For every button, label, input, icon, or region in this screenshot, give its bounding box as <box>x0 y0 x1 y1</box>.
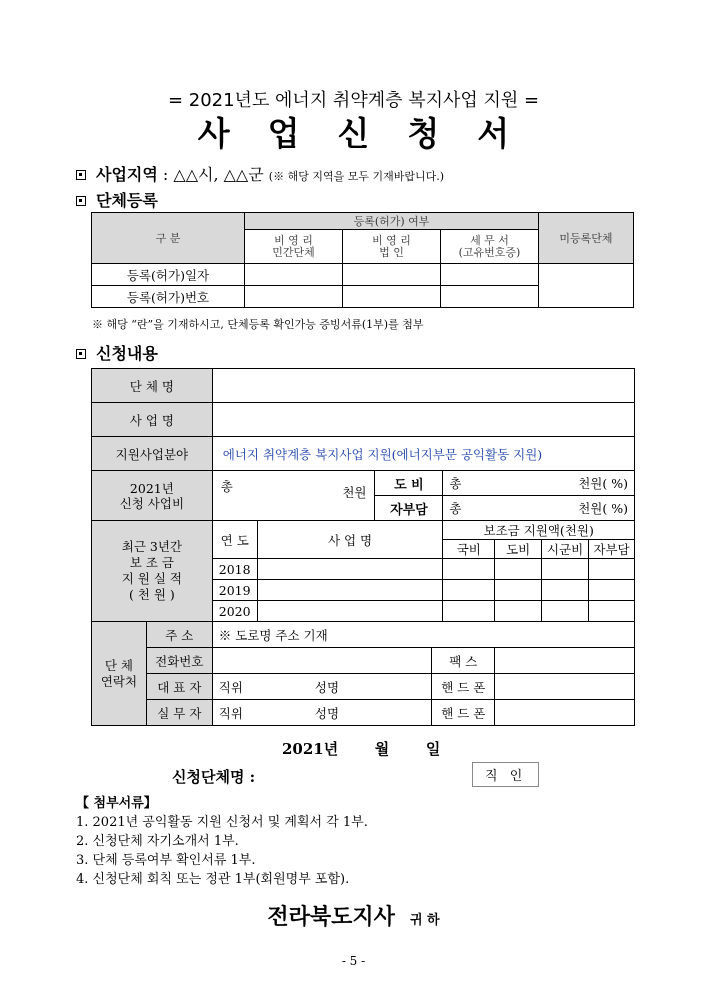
history-cell[interactable] <box>495 580 542 601</box>
org-name-field[interactable] <box>212 369 634 403</box>
history-cell[interactable] <box>589 601 635 622</box>
cell-date-corp[interactable] <box>343 264 441 286</box>
application-heading: 신청내용 <box>76 341 158 364</box>
year-2019: 2019 <box>212 580 257 601</box>
history-cell[interactable] <box>495 559 542 580</box>
col-tax: 세 무 서 (고유번호증) <box>441 230 539 264</box>
address-field[interactable]: ※ 도로명 주소 기재 <box>212 622 634 648</box>
year-2020: 2020 <box>212 601 257 622</box>
staff-mobile-label: 핸 드 폰 <box>432 700 495 726</box>
attachment-item: 3. 단체 등록여부 확인서류 1부. <box>76 853 256 868</box>
rep-mobile-label: 핸 드 폰 <box>432 674 495 700</box>
history-cell[interactable] <box>257 580 443 601</box>
square-bullet-icon <box>76 196 86 206</box>
rep-mobile-field[interactable] <box>495 674 635 700</box>
year-col: 연 도 <box>212 521 257 559</box>
rep-label: 대 표 자 <box>146 674 212 700</box>
national-col: 국비 <box>443 540 495 559</box>
history-cell[interactable] <box>542 580 589 601</box>
attachments-heading: 【 첨부서류】 <box>76 796 157 811</box>
col-unregistered: 미등록단체 <box>539 213 634 264</box>
staff-mobile-field[interactable] <box>495 700 635 726</box>
project-name-label: 사 업 명 <box>92 403 213 437</box>
addressee: 전라북도지사 <box>267 904 395 930</box>
attachments <box>76 794 368 889</box>
application-table <box>91 368 635 726</box>
city-col: 시군비 <box>542 540 589 559</box>
cell-number-corp[interactable] <box>343 286 441 308</box>
staff-label: 실 무 자 <box>146 700 212 726</box>
history-cell[interactable] <box>589 559 635 580</box>
square-bullet-icon <box>76 349 86 359</box>
history-cell[interactable] <box>542 601 589 622</box>
date-line: 2021년 월 일 <box>282 740 441 758</box>
col-corp: 비 영 리 법 인 <box>343 230 441 264</box>
phone-field[interactable] <box>212 648 432 674</box>
cell-number-tax[interactable] <box>441 286 539 308</box>
col-group: 등록(허가) 여부 <box>245 213 539 230</box>
row-date-label: 등록(허가)일자 <box>92 264 245 286</box>
history-cell[interactable] <box>257 559 443 580</box>
province-amount[interactable]: 총 천원( %) <box>443 471 635 496</box>
address-label: 주 소 <box>146 622 212 648</box>
cell-unregistered[interactable] <box>539 264 634 308</box>
row-number-label: 등록(허가)번호 <box>92 286 245 308</box>
project-name-field[interactable] <box>212 403 634 437</box>
history-cell[interactable] <box>443 580 495 601</box>
page-number: - 5 - <box>341 954 366 968</box>
attachment-item: 2. 신청단체 자기소개서 1부. <box>76 834 239 849</box>
col-nonprofit: 비 영 리 민간단체 <box>245 230 343 264</box>
contact-label: 단 체 연락처 <box>92 622 147 726</box>
history-cell[interactable] <box>542 559 589 580</box>
applicant-label: 신청단체명 : <box>172 768 256 786</box>
field-label: 지원사업분야 <box>92 437 213 471</box>
year-2018: 2018 <box>212 559 257 580</box>
cell-date-tax[interactable] <box>441 264 539 286</box>
cell-number-nonprofit[interactable] <box>245 286 343 308</box>
col-category: 구 분 <box>92 213 245 264</box>
registration-heading: 단체등록 <box>76 188 158 211</box>
budget-label: 2021년 신청 사업비 <box>92 471 213 521</box>
honorific: 귀 하 <box>409 913 440 928</box>
history-cell[interactable] <box>443 601 495 622</box>
attachment-item: 4. 신청단체 회칙 또는 정관 1부(회원명부 포함). <box>76 872 350 887</box>
region-line: 사업지역 : △△시, △△군 (※ 해당 지역을 모두 기재바랍니다.) <box>76 162 444 185</box>
phone-label: 전화번호 <box>146 648 212 674</box>
subsidy-col: 보조금 지원액(천원) <box>443 521 635 540</box>
history-label: 최근 3년간 보 조 금 지 원 실 적 ( 천 원 ) <box>92 521 213 622</box>
field-value: 에너지 취약계층 복지사업 지원(에너지부문 공익활동 지원) <box>212 437 634 471</box>
registration-note: ※ 해당 “란”을 기재하시고, 단체등록 확인가능 증빙서류(1부)를 첨부 <box>92 318 424 331</box>
history-cell[interactable] <box>257 601 443 622</box>
fax-field[interactable] <box>495 648 635 674</box>
seal-box[interactable]: 직 인 <box>472 762 539 787</box>
page-title: 사업신청서 <box>197 114 548 153</box>
subtitle: = 2021년도 에너지 취약계층 복지사업 지원 = <box>167 90 540 111</box>
region-note: (※ 해당 지역을 모두 기재바랍니다.) <box>268 170 444 183</box>
project-col: 사 업 명 <box>257 521 443 559</box>
square-bullet-icon <box>76 170 86 180</box>
own-col: 자부담 <box>589 540 635 559</box>
fax-label: 팩 스 <box>432 648 495 674</box>
staff-field[interactable]: 직위 성명 <box>212 700 432 726</box>
history-cell[interactable] <box>443 559 495 580</box>
self-amount[interactable]: 총 천원( %) <box>443 496 635 521</box>
org-name-label: 단 체 명 <box>92 369 213 403</box>
province-label: 도 비 <box>375 471 443 496</box>
addressee-line <box>0 900 707 931</box>
prov-col: 도비 <box>495 540 542 559</box>
region-label: 사업지역 <box>96 165 158 184</box>
rep-field[interactable]: 직위 성명 <box>212 674 432 700</box>
history-cell[interactable] <box>495 601 542 622</box>
registration-table <box>91 212 634 308</box>
budget-total-field[interactable]: 총 천원 <box>212 471 375 521</box>
history-cell[interactable] <box>589 580 635 601</box>
region-value: △△시, △△군 <box>173 165 264 184</box>
self-label: 자부담 <box>375 496 443 521</box>
attachment-item: 1. 2021년 공익활동 지원 신청서 및 계획서 각 1부. <box>76 815 368 830</box>
cell-date-nonprofit[interactable] <box>245 264 343 286</box>
